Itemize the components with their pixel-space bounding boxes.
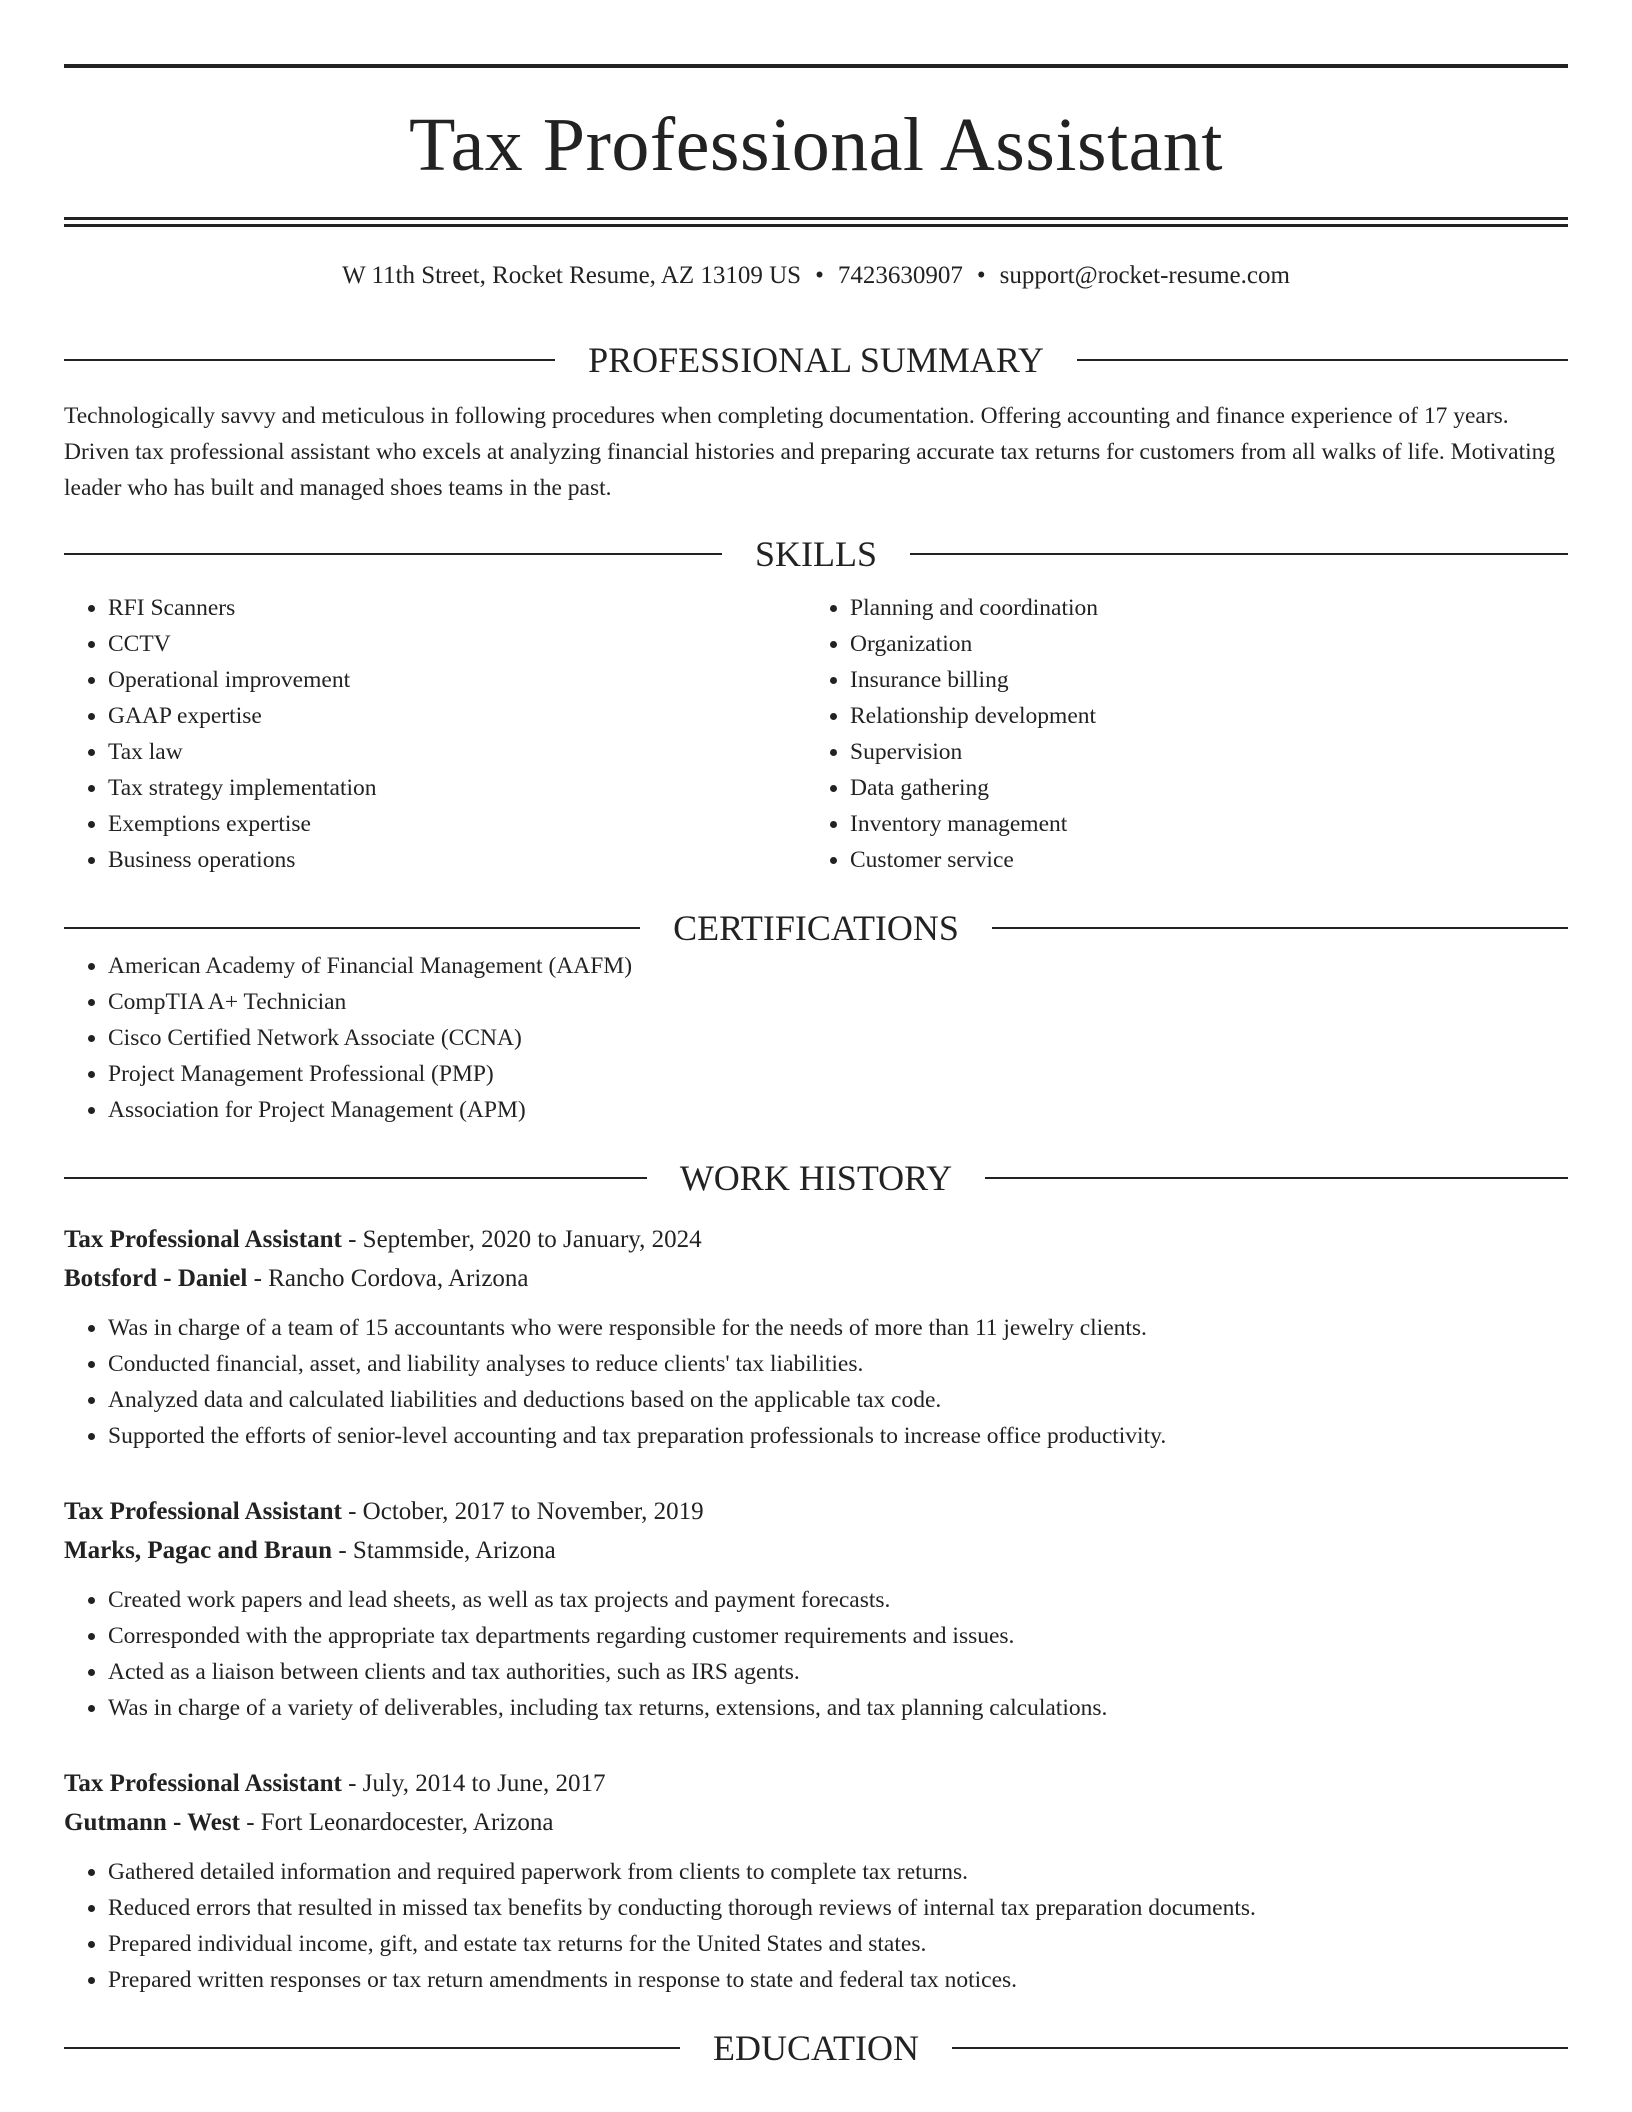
job-dates: - October, 2017 to November, 2019	[341, 1498, 704, 1525]
section-heading-work-history	[64, 1158, 1568, 1198]
job-company-line	[64, 1803, 1568, 1842]
job-location: - Rancho Cordova, Arizona	[247, 1265, 529, 1292]
skill-item: • Supervision	[850, 734, 1548, 770]
top-rule	[64, 64, 1568, 68]
section-title: CERTIFICATIONS	[673, 908, 959, 948]
job-duty-item: • Acted as a liaison between clients and tax authorities, such as IRS agents.	[108, 1654, 1568, 1690]
job-title-line	[64, 1220, 1568, 1259]
job-duties-list	[64, 1582, 1568, 1726]
heading-rule	[64, 553, 722, 555]
job-duty-item: • Was in charge of a team of 15 accountants who were responsible for the needs of more than 11 jewelry clients.	[108, 1310, 1568, 1346]
separator: •	[815, 262, 824, 289]
heading-rule	[952, 2047, 1568, 2049]
email: support@rocket-resume.com	[999, 262, 1290, 289]
skill-item: • Inventory management	[850, 806, 1548, 842]
skill-item: • CCTV	[108, 626, 806, 662]
job-location: - Stammside, Arizona	[332, 1537, 556, 1564]
heading-rule	[910, 553, 1568, 555]
skill-item: • Tax law	[108, 734, 806, 770]
heading-rule	[64, 927, 640, 929]
phone: 7423630907	[837, 262, 963, 289]
job-location: - Fort Leonardocester, Arizona	[239, 1809, 554, 1836]
certification-item: • Project Management Professional (PMP)	[108, 1056, 1568, 1092]
skill-item: • RFI Scanners	[108, 590, 806, 626]
section-title: WORK HISTORY	[679, 1158, 953, 1198]
heading-rule	[1077, 359, 1568, 361]
section-title: EDUCATION	[713, 2028, 919, 2068]
skills-list	[806, 590, 1548, 878]
heading-rule	[992, 927, 1568, 929]
skill-item: • Exemptions expertise	[108, 806, 806, 842]
skill-item: • Operational improvement	[108, 662, 806, 698]
skills-column-right	[806, 590, 1548, 878]
job-duty-item: • Reduced errors that resulted in missed tax benefits by conducting thorough reviews of internal tax preparation documents.	[108, 1890, 1568, 1926]
job-title: Tax Professional Assistant	[64, 1770, 342, 1797]
job-entry	[64, 1764, 1568, 1998]
skill-item: • Tax strategy implementation	[108, 770, 806, 806]
separator: •	[976, 262, 986, 289]
job-duty-item: • Created work papers and lead sheets, as well as tax projects and payment forecasts.	[108, 1582, 1568, 1618]
section-heading-certifications	[64, 908, 1568, 948]
job-duty-item: • Supported the efforts of senior-level accounting and tax preparation professionals to increase office productivity.	[108, 1418, 1568, 1454]
job-company: Marks, Pagac and Braun	[64, 1537, 333, 1564]
job-title-line	[64, 1764, 1568, 1803]
skills-column-left	[64, 590, 806, 878]
skill-item: • Organization	[850, 626, 1548, 662]
skill-item: • GAAP expertise	[108, 698, 806, 734]
section-title: SKILLS	[755, 534, 878, 574]
summary-text: Technologically savvy and meticulous in following procedures when completing documentation. Offering accounting and finance experience of 17 years. Driven tax professional assistant who excels at analyzing financial histories and preparing accurate tax returns for customers from all walks of life. Motivating leader who has built and managed shoes teams in the past.	[64, 403, 1556, 501]
heading-rule	[64, 1177, 647, 1179]
job-title: Tax Professional Assistant	[64, 1226, 342, 1253]
skills-list	[64, 590, 806, 878]
job-duty-item: • Prepared individual income, gift, and estate tax returns for the United States and states.	[108, 1926, 1568, 1962]
job-duty-item: • Gathered detailed information and required paperwork from clients to complete tax returns.	[108, 1854, 1568, 1890]
skill-item: • Data gathering	[850, 770, 1548, 806]
address: W 11th Street, Rocket Resume, AZ 13109 US	[342, 262, 802, 289]
work-history-list	[64, 1220, 1568, 1998]
job-duty-item: • Prepared written responses or tax return amendments in response to state and federal tax notices.	[108, 1962, 1568, 1998]
job-company-line	[64, 1531, 1568, 1570]
job-entry	[64, 1220, 1568, 1454]
job-dates: - July, 2014 to June, 2017	[341, 1770, 606, 1797]
section-heading-summary	[64, 340, 1568, 380]
job-company-line	[64, 1259, 1568, 1298]
job-company: Botsford - Daniel	[64, 1265, 248, 1292]
certifications-list	[64, 948, 1568, 1128]
job-title-line	[64, 1492, 1568, 1531]
job-company: Gutmann - West	[64, 1809, 240, 1836]
section-heading-education	[64, 2028, 1568, 2068]
certification-item: • Cisco Certified Network Associate (CCNA)	[108, 1020, 1568, 1056]
heading-rule	[64, 2047, 680, 2049]
double-rule	[64, 217, 1568, 227]
certification-item: • CompTIA A+ Technician	[108, 984, 1568, 1020]
skill-item: • Business operations	[108, 842, 806, 878]
job-duty-item: • Corresponded with the appropriate tax departments regarding customer requirements and issues.	[108, 1618, 1568, 1654]
job-duty-item: • Was in charge of a variety of deliverables, including tax returns, extensions, and tax planning calculations.	[108, 1690, 1568, 1726]
job-dates: - September, 2020 to January, 2024	[341, 1226, 702, 1253]
heading-rule	[64, 359, 555, 361]
skill-item: • Insurance billing	[850, 662, 1548, 698]
section-title: PROFESSIONAL SUMMARY	[588, 340, 1044, 380]
skills-columns	[64, 590, 1568, 878]
skill-item: • Relationship development	[850, 698, 1548, 734]
job-title: Tax Professional Assistant	[64, 1498, 342, 1525]
job-duty-item: • Analyzed data and calculated liabilities and deductions based on the applicable tax code.	[108, 1382, 1568, 1418]
resume-title: Tax Professional Assistant	[408, 103, 1224, 187]
job-duty-item: • Conducted financial, asset, and liability analyses to reduce clients' tax liabilities.	[108, 1346, 1568, 1382]
heading-rule	[985, 1177, 1568, 1179]
skill-item: • Customer service	[850, 842, 1548, 878]
contact-line	[64, 261, 1568, 291]
resume-page	[64, 64, 1568, 2068]
job-duties-list	[64, 1854, 1568, 1998]
certification-item: • American Academy of Financial Management (AAFM)	[108, 948, 1568, 984]
skill-item: • Planning and coordination	[850, 590, 1548, 626]
certification-item: • Association for Project Management (APM)	[108, 1092, 1568, 1128]
section-heading-skills	[64, 534, 1568, 574]
job-duties-list	[64, 1310, 1568, 1454]
job-entry	[64, 1492, 1568, 1726]
